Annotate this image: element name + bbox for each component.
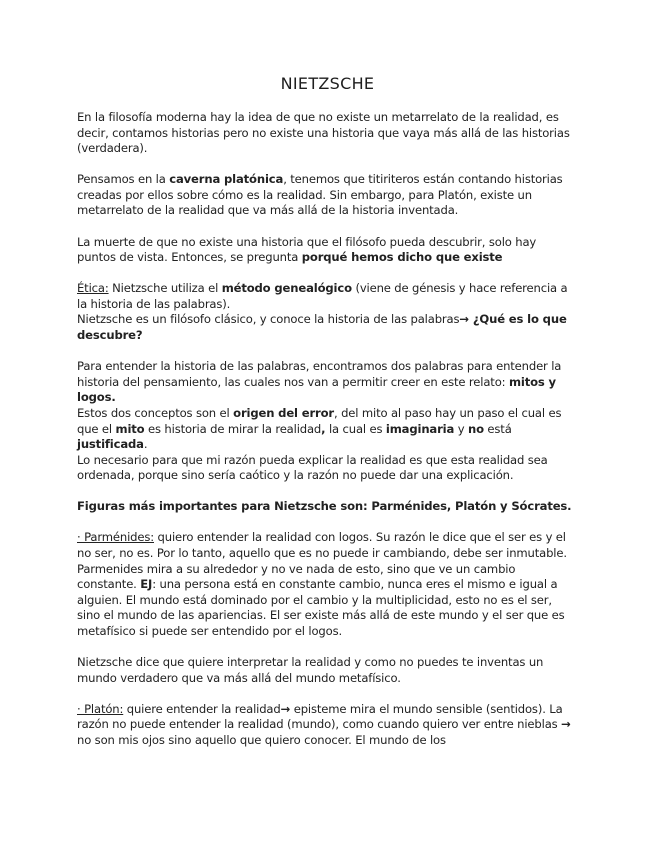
mitos-line-1 — [77, 359, 578, 406]
text-span: está — [483, 421, 512, 436]
paragraph-etica — [77, 281, 578, 343]
etica-line-2 — [77, 312, 578, 343]
bold-span: porqué hemos dicho que existe — [301, 250, 503, 265]
paragraph-parmenides — [77, 530, 578, 639]
bold-span: mitos y logos. — [77, 374, 556, 405]
bold-span: , — [321, 421, 326, 436]
text-span: Parmenides mira a su alrededor y no ve nada de esto, sino que ve un cambio constante. — [77, 561, 516, 592]
paragraph-intro: En la filosofía moderna hay la idea de que no existe un metarrelato de la realidad, es decir, contamos historias pero no existe una historia que vaya más allá de las historias (verdadera). — [77, 110, 570, 156]
text-span: la cual es — [325, 421, 386, 436]
text-span: Nietzsche es un filósofo clásico, y conoce la historia de las palabras — [77, 312, 460, 327]
mitos-line-2 — [77, 406, 578, 453]
bold-span: mito — [115, 421, 145, 436]
bold-span: justificada — [77, 437, 144, 452]
underlined-span: · Platón: — [77, 701, 124, 716]
text-span: quiere entender la realidad — [123, 701, 281, 716]
paragraph-platon — [77, 702, 578, 749]
text-span: , tenemos que titiriteros están contando historias creadas por ellos sobre cómo es la realidad. Sin embargo, para Platón, existe un metarrelato de la realidad que va más allá de la historia inventada. — [77, 172, 563, 218]
bold-span: caverna platónica — [169, 172, 284, 187]
text-span: episteme mira el mundo sensible (sentidos). La razón no puede entender la realidad (mundo), como cuando quiero ver entre nieblas — [77, 701, 563, 732]
bold-span: → ¿Qué es lo que descubre? — [77, 312, 567, 343]
bold-span: imaginaria — [385, 421, 455, 436]
paragraph-nietzsche-interpreta: Nietzsche dice que quiere interpretar la realidad y como no puedes te inventas un mundo verdadero que va más allá del mundo metafísico. — [77, 655, 544, 685]
text-span: y — [454, 421, 468, 436]
bold-span: origen del error — [233, 405, 334, 420]
text-span: . — [143, 437, 148, 452]
bold-span: método genealógico — [221, 281, 352, 296]
text-span: Para entender la historia de las palabras, encontramos dos palabras para entender la historia del pensamiento, las cuales nos van a permitir creer en este relato: — [77, 359, 562, 389]
paragraph-mitos-logos — [77, 359, 578, 484]
bold-span: no — [467, 421, 484, 436]
text-span: quiero entender la realidad con logos. Su razón le dice que el ser es y el no ser, no es. Por lo tanto, aquello que es no puede ir cambiando, debe ser inmutable. — [77, 530, 567, 561]
text-span: (viene de génesis y hace referencia a la historia de las palabras). — [77, 281, 568, 311]
mitos-line-3: Lo necesario para que mi razón pueda explicar la realidad es que esta realidad sea ordenada, porque sino sería caótico y la razón no puede dar una explicación. — [77, 452, 548, 483]
text-span: es historia de mirar la realidad — [144, 421, 322, 436]
etica-line-1 — [77, 281, 578, 312]
page-title: NIETZSCHE — [280, 74, 375, 93]
text-span: , del mito al paso hay un paso el cual es que el — [77, 405, 562, 436]
paragraph-figuras: Figuras más importantes para Nietzsche son: Parménides, Platón y Sócrates. — [77, 499, 572, 514]
text-span: La muerte de que no existe una historia que el filósofo pueda descubrir, solo hay puntos de vista. Entonces, se pregunta — [77, 234, 537, 265]
parmenides-line-2 — [77, 562, 578, 640]
arrow-span: → — [280, 701, 291, 716]
text-span: Pensamos en la — [77, 172, 170, 187]
text-span: Estos dos conceptos son el — [77, 405, 234, 420]
text-span: Nietzsche utiliza el — [108, 281, 222, 296]
text-span: no son mis ojos sino aquello que quiero conocer. El mundo de los — [77, 733, 446, 747]
paragraph-caverna — [77, 172, 578, 219]
arrow-span: → — [561, 717, 571, 732]
paragraph-muerte — [77, 235, 578, 266]
text-span: : una persona está en constante cambio, nunca eres el mismo e igual a alguien. El mundo está dominado por el cambio y la multiplicidad, esto no es el ser, sino el mundo de las apariencias. El ser existe más allá de este mundo y el ser que es metafísico si puede ser entendido por el logos. — [77, 577, 565, 639]
underlined-span: Ética: — [77, 281, 109, 296]
parmenides-line-1 — [77, 530, 578, 561]
underlined-span: · Parménides: — [77, 530, 154, 545]
bold-span: EJ — [140, 577, 153, 592]
